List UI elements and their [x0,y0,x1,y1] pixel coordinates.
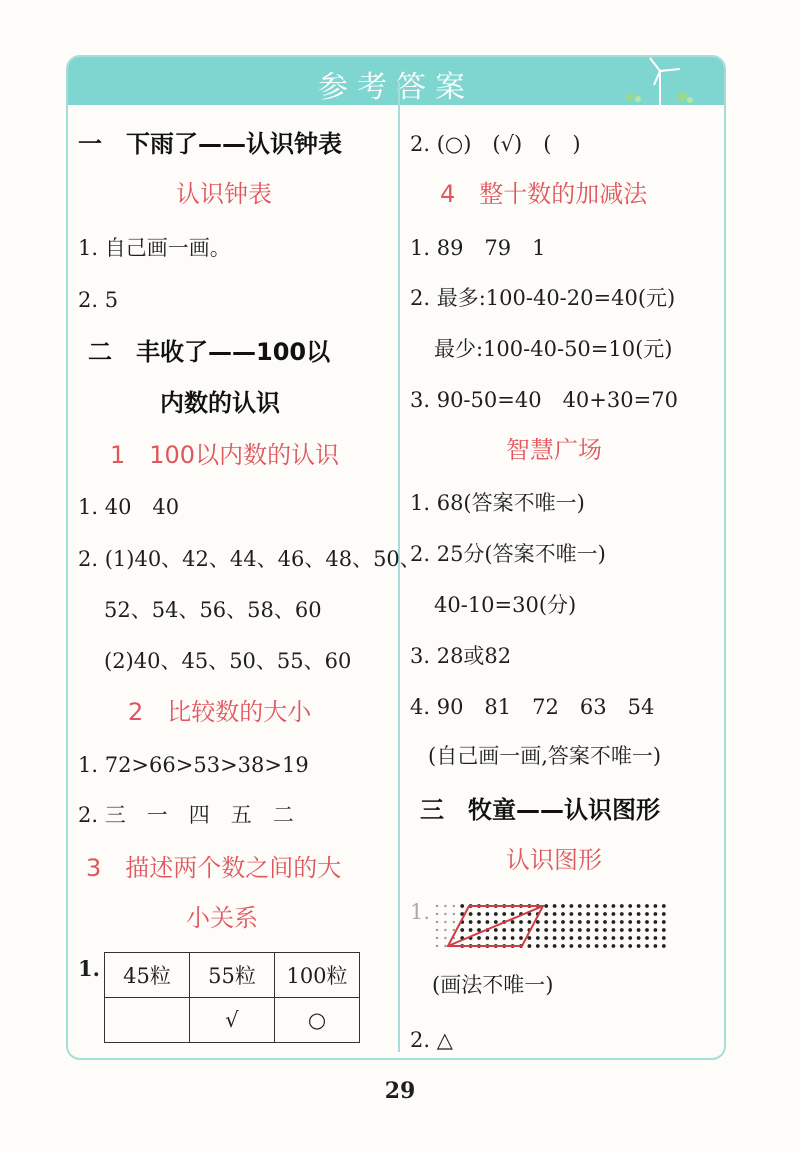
grid-dot [570,920,574,924]
grid-dot [544,944,548,948]
grid-dot [553,928,557,932]
grid-dot [553,936,557,940]
grid-dot [460,904,464,908]
grid-dot [544,904,548,908]
grid-dot [528,920,532,924]
grid-dot [628,904,632,908]
grid-dot [586,936,590,940]
grid-dot [553,944,557,948]
grid-dot [486,920,490,924]
table-cell: ○ [275,998,360,1043]
grid-dot [603,936,607,940]
grid-dot [595,928,599,932]
grid-dot [628,912,632,916]
grid-dot [561,944,565,948]
answer-line: 1. 40 40 [78,495,180,519]
grid-dot [595,944,599,948]
grid-dot [494,936,498,940]
subheading-shapes: 认识图形 [506,846,602,874]
grid-dot [620,920,624,924]
grid-dot [553,920,557,924]
grid-dot [578,904,582,908]
grid-dot [586,920,590,924]
grid-dot [436,913,438,915]
grid-dot [444,913,446,915]
answer-line: 2. 5 [78,288,119,312]
grid-dot [570,928,574,932]
grid-dot [645,944,649,948]
grid-dot [637,936,641,940]
grid-dot [453,921,455,923]
page-number: 29 [384,1078,416,1104]
grid-dot [662,944,666,948]
table-cell: √ [190,998,275,1043]
grid-dot [645,912,649,916]
grid-dot [612,904,616,908]
grid-dot [637,928,641,932]
grid-dot [561,936,565,940]
grid-dot [654,944,658,948]
answer-line: 最少:100-40-50=10(元) [434,337,673,361]
grid-dot [511,920,515,924]
grid-dot [519,936,523,940]
answer-line: 3. 28或82 [410,644,512,668]
grid-dot [561,920,565,924]
grid-dot [603,920,607,924]
section-heading-3: 三 牧童——认识图形 [420,796,660,824]
answer-line: 2. 最多:100-40-20=40(元) [410,286,676,310]
table-cell [105,998,190,1043]
table-header-cell: 55粒 [190,953,275,998]
grid-dot [494,920,498,924]
grid-dot [654,928,658,932]
grid-dot [553,912,557,916]
grid-dot [436,905,438,907]
grid-dot [544,912,548,916]
grid-dot [453,905,455,907]
answer-line: 2. (○) (√) ( ) [410,132,581,156]
grid-dot [637,912,641,916]
grid-dot [628,920,632,924]
grid-dot [469,928,473,932]
grid-dot [603,944,607,948]
grid-dot [570,904,574,908]
dot-grid-drawing [432,900,670,950]
grid-dot [444,921,446,923]
grid-dot [444,929,446,931]
grid-dot [436,921,438,923]
grid-dot [586,928,590,932]
grid-dot [662,936,666,940]
grid-dot [612,920,616,924]
answer-line: 1. 68(答案不唯一) [410,491,585,515]
section-heading-1: 一 下雨了——认识钟表 [78,130,342,158]
answer-table [104,952,360,1043]
grid-dot [654,904,658,908]
grid-dot [620,904,624,908]
grid-dot [637,904,641,908]
answer-line: 52、54、56、58、60 [104,598,322,622]
subheading-relation-cont: 小关系 [186,904,258,932]
grid-dot [460,928,464,932]
grid-dot [544,920,548,924]
grid-dot [570,944,574,948]
grid-dot [477,936,481,940]
answer-number: 1. [410,900,431,924]
grid-dot [444,905,446,907]
grid-dot [561,928,565,932]
grid-dot [570,912,574,916]
subheading-wisdom: 智慧广场 [506,436,602,464]
table-header-cell: 100粒 [275,953,360,998]
title-banner [68,57,724,105]
grid-dot [654,912,658,916]
grid-dot [637,920,641,924]
answer-line: (画法不唯一) [432,973,554,997]
grid-dot [645,928,649,932]
grid-dot [528,936,532,940]
grid-dot [444,937,446,939]
grid-dot [620,912,624,916]
grid-dot [561,904,565,908]
grid-dot [511,928,515,932]
grid-dot [469,920,473,924]
grid-dot [628,928,632,932]
grid-dot [544,936,548,940]
grid-dot [662,928,666,932]
answer-line: (自己画一画,答案不唯一) [428,744,662,768]
grid-dot [603,928,607,932]
grid-dot [453,929,455,931]
grid-dot [553,904,557,908]
grid-dot [494,928,498,932]
grid-dot [536,936,540,940]
grid-dot [654,920,658,924]
answer-line: 2. 三 一 四 五 二 [78,803,294,827]
subheading-numbers: 1 100以内数的认识 [110,441,340,469]
grid-dot [570,936,574,940]
grid-dot [578,936,582,940]
grid-dot [603,904,607,908]
grid-dot [586,904,590,908]
grid-dot [586,912,590,916]
grid-dot [654,936,658,940]
grid-dot [519,928,523,932]
answer-line: (2)40、45、50、55、60 [104,649,352,673]
grid-dot [477,920,481,924]
grid-dot [486,912,490,916]
answer-line: 3. 90-50=40 40+30=70 [410,388,678,412]
grid-dot [637,944,641,948]
grid-dot [502,928,506,932]
answer-line: 1. 自己画一画。 [78,236,231,260]
grid-dot [586,944,590,948]
grid-dot [528,944,532,948]
grid-dot [620,936,624,940]
grid-dot [645,904,649,908]
grid-dot [620,928,624,932]
subheading-relation: 3 描述两个数之间的大 [86,854,342,882]
page-title: 参考答案 [318,70,474,105]
grid-dot [486,936,490,940]
grid-dot [578,920,582,924]
answer-line: 2. △ [410,1028,453,1052]
grid-dot [502,912,506,916]
grid-dot [469,912,473,916]
subheading-compare: 2 比较数的大小 [128,698,312,726]
section-heading-2: 二 丰收了——100以 [88,338,331,366]
grid-dot [662,912,666,916]
grid-dot [603,912,607,916]
grid-dot [595,920,599,924]
grid-dot [477,912,481,916]
grid-dot [536,944,540,948]
answer-line: 2. 25分(答案不唯一) [410,542,606,566]
grid-dot [536,920,540,924]
grid-dot [612,912,616,916]
grid-dot [662,904,666,908]
grid-dot [645,920,649,924]
section-heading-2-cont: 内数的认识 [160,389,280,417]
grid-dot [536,928,540,932]
grid-dot [494,912,498,916]
grid-dot [612,928,616,932]
grid-dot [595,912,599,916]
grid-dot [436,945,438,947]
answer-number: 1. [78,956,100,981]
table-header-cell: 45粒 [105,953,190,998]
grid-dot [595,904,599,908]
grid-dot [502,936,506,940]
grid-dot [628,944,632,948]
answer-line: 4. 90 81 72 63 54 [410,695,655,719]
subheading-add-sub: 4 整十数的加减法 [440,180,648,208]
grid-dot [645,936,649,940]
grid-dot [578,944,582,948]
grid-dot [544,928,548,932]
grid-dot [662,920,666,924]
grid-dot [578,912,582,916]
grid-dot [511,912,515,916]
grid-dot [612,944,616,948]
answer-line: 2. (1)40、42、44、46、48、50、 [78,547,421,571]
grid-dot [561,912,565,916]
grid-dot [436,929,438,931]
grid-dot [578,928,582,932]
grid-dot [612,936,616,940]
subheading-clock: 认识钟表 [176,180,272,208]
grid-dot [519,920,523,924]
answer-line: 1. 72>66>53>38>19 [78,753,309,777]
grid-dot [511,936,515,940]
grid-dot [620,944,624,948]
grid-dot [444,945,446,947]
windmill-icon [624,57,694,105]
grid-dot [436,937,438,939]
answer-line: 1. 89 79 1 [410,236,546,260]
grid-dot [453,913,455,915]
answer-line: 40-10=30(分) [434,593,577,617]
grid-dot [628,936,632,940]
grid-dot [595,936,599,940]
